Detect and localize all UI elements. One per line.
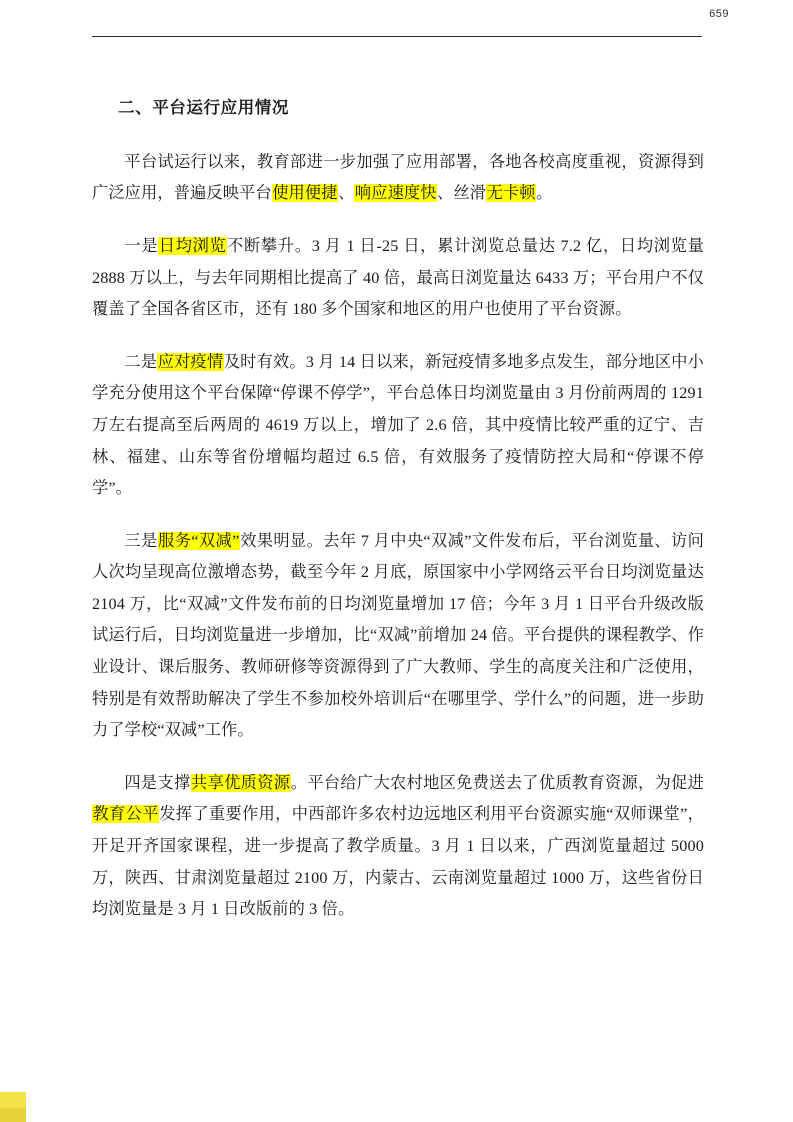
page-edge-marker (0, 1092, 26, 1122)
highlighted-text: 应对疫情 (157, 352, 224, 371)
highlighted-text: 使用便捷 (272, 184, 338, 203)
paragraph-point-four (92, 768, 704, 926)
document-body (92, 96, 704, 926)
header-divider (92, 36, 702, 37)
paragraph-overview (92, 147, 704, 210)
body-text: 效果明显。去年 7 月中央“双减”文件发布后，平台浏览量、访问人次均呈现高位激增态势，截至今年 2 月底，原国家中小学网络云平台日均浏览量达 2104 万，比“双减”文件发布前的日均浏览量增加 17 倍；今年 3 月 1 日平台升级改版试运行后，日均浏览量进一步增加，比“双减”前增加 24 倍。平台提供的课程教学、作业设计、课后服务、教师研修等资源得到了广大教师、学生的高度关注和广泛使用，特别是有效帮助解决了学生不参加校外培训后“在哪里学、学什么”的问题，进一步助力了学校“双减”工作。 (92, 531, 704, 740)
body-text: 、丝滑 (437, 184, 487, 203)
body-text: 三是 (124, 531, 158, 550)
section-heading: 二、平台运行应用情况 (118, 98, 289, 117)
body-text: 二是 (124, 352, 158, 371)
highlighted-text: 共享优质资源 (191, 773, 291, 792)
highlighted-text: 无卡顿 (486, 184, 536, 203)
highlighted-text: 日均浏览 (158, 236, 227, 255)
highlighted-text: 服务“双减” (158, 531, 240, 550)
body-text: 发挥了重要作用，中西部许多农村边远地区利用平台资源实施“双师课堂”，开足开齐国家课程，进一步提高了教学质量。3 月 1 日以来，广西浏览量超过 5000 万，陕西、甘肃浏览量超过 2100 万，内蒙古、云南浏览量超过 1000 万，这些省份日均浏览量是 3 月 1 日改版前的 3 倍。 (92, 805, 704, 919)
body-text: 。 (536, 184, 553, 203)
highlighted-text: 响应速度快 (354, 184, 437, 203)
paragraph-list (92, 147, 704, 926)
paragraph-point-two (92, 347, 704, 505)
body-text: 四是支撑 (124, 773, 191, 792)
body-text: 平台试运行以来，教育部进一步加强了应用部署，各地各校高度重视，资源得到广泛应用，普遍反映平台 (92, 152, 704, 203)
paragraph-point-one (92, 231, 704, 326)
body-text: 。平台给广大农村地区免费送去了优质教育资源，为促进 (290, 773, 705, 792)
page-number: 659 (709, 8, 729, 20)
paragraph-point-three (92, 526, 704, 747)
body-text: 一是 (124, 236, 159, 255)
body-text: 不断攀升。3 月 1 日-25 日，累计浏览总量达 7.2 亿，日均浏览量 2888 万以上，与去年同期相比提高了 40 倍，最高日浏览量达 6433 万；平台用户不仅覆盖了全国各省区市，还有 180 多个国家和地区的用户也使用了平台资源。 (92, 236, 704, 319)
body-text: 及时有效。3 月 14 日以来，新冠疫情多地多点发生，部分地区中小学充分使用这个平台保障“停课不停学”，平台总体日均浏览量由 3 月份前两周的 1291 万左右提高至后两周的 4619 万以上，增加了 2.6 倍，其中疫情比较严重的辽宁、吉林、福建、山东等省份增幅均超过 6.5 倍，有效服务了疫情防控大局和“停课不停学”。 (92, 352, 704, 498)
highlighted-text: 教育公平 (92, 805, 159, 824)
body-text: 、 (338, 184, 355, 203)
